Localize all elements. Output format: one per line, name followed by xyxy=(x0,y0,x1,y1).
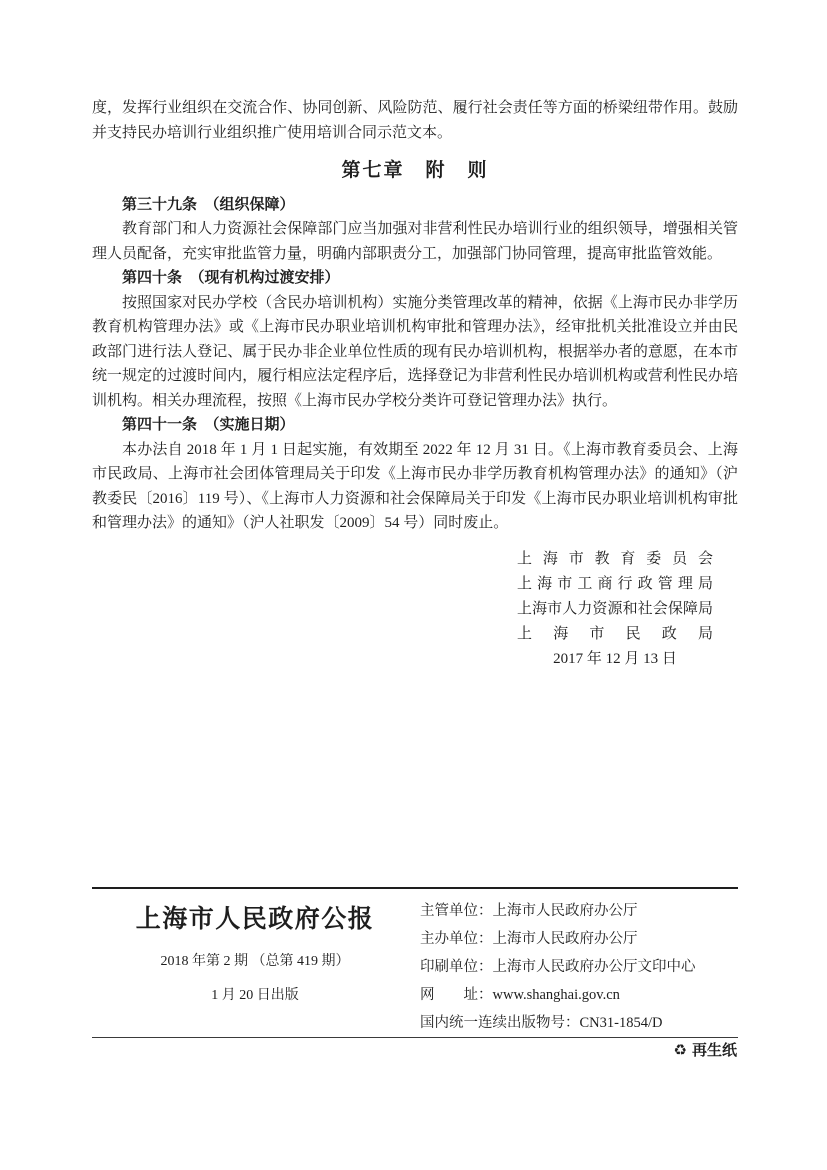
signature-line: 上海市教育委员会 xyxy=(517,550,713,567)
bottom-rule xyxy=(92,1037,738,1038)
info-label: 网 址： xyxy=(420,987,493,1003)
info-line-website xyxy=(420,981,696,1009)
footer-divider-rule xyxy=(92,887,738,889)
info-label: 主办单位： xyxy=(420,931,493,947)
footer-gazette-block xyxy=(100,904,410,1004)
info-label: 主管单位： xyxy=(420,903,493,919)
article-39-heading: 第三十九条 （组织保障） xyxy=(122,196,295,213)
signature-line: 上海市工商行政管理局 xyxy=(517,575,713,592)
info-label: 印刷单位： xyxy=(420,959,493,975)
signature-date: 2017 年 12 月 13 日 xyxy=(553,650,677,667)
article-39-paragraph: 教育部门和人力资源社会保障部门应当加强对非营利性民办培训行业的组织领导，增强相关管理人员配备，充实审批监管力量，明确内部职责分工，加强部门协同管理，提高审批监管效能。 xyxy=(92,221,738,262)
signature-block xyxy=(517,547,713,672)
recycle-icon: ♻ xyxy=(673,1043,687,1059)
info-value: 上海市人民政府办公厅 xyxy=(492,931,638,947)
info-line-issn xyxy=(420,1009,696,1037)
continuation-paragraph: 度，发挥行业组织在交流合作、协同创新、风险防范、履行社会责任等方面的桥梁纽带作用。鼓励并支持民办培训行业组织推广使用培训合同示范文本。 xyxy=(92,100,738,141)
article-41-heading: 第四十一条 （实施日期） xyxy=(122,417,295,433)
gazette-issue-line: 2018 年第 2 期 （总第 419 期） xyxy=(160,954,350,969)
gazette-title: 上海市人民政府公报 xyxy=(135,906,375,933)
recycled-paper-label: 再生纸 xyxy=(691,1043,737,1059)
gazette-publish-line: 1 月 20 日出版 xyxy=(211,988,299,1003)
footer-publication-info xyxy=(420,897,696,1037)
signature-line: 上海市人力资源和社会保障局 xyxy=(517,600,713,617)
info-line-supervisor xyxy=(420,897,696,925)
document-body xyxy=(92,96,738,672)
signature-line: 上海市民政局 xyxy=(517,625,713,642)
info-value: 上海市人民政府办公厅文印中心 xyxy=(492,959,696,975)
article-40-paragraph: 按照国家对民办学校（含民办培训机构）实施分类管理改革的精神，依据《上海市民办非学历教育机构管理办法》或《上海市民办职业培训机构审批和管理办法》，经审批机关批准设立并由民政部门进行法人登记、属于民办非企业单位性质的现有民办培训机构，根据举办者的意愿，在本市统一规定的过渡时间内，履行相应法定程序后，选择登记为非营利性民办培训机构或营利性民办培训机构。相关办理流程，按照《上海市民办学校分类许可登记管理办法》执行。 xyxy=(92,294,738,409)
website-url: www.shanghai.gov.cn xyxy=(492,987,620,1003)
info-value: 上海市人民政府办公厅 xyxy=(492,903,638,919)
article-41-paragraph: 本办法自 2018 年 1 月 1 日起实施，有效期至 2022 年 12 月 31 日。《上海市教育委员会、上海市民政局、上海市社会团体管理局关于印发《上海市民办非学历教育机构管理办法》的通知》（沪教委民〔2016〕119 号）、《上海市人力资源和社会保障局关于印发《上海市民办职业培训机构审批和管理办法》的通知》（沪人社职发〔2009〕54 号）同时废止。 xyxy=(92,441,738,531)
info-value: CN31-1854/D xyxy=(579,1015,663,1031)
info-line-organizer xyxy=(420,925,696,953)
recycled-paper-mark xyxy=(674,1041,737,1061)
chapter-heading: 第七章 附 则 xyxy=(341,160,489,181)
info-label: 国内统一连续出版物号： xyxy=(420,1015,580,1031)
info-line-printer xyxy=(420,953,696,981)
article-40-heading: 第四十条 （现有机构过渡安排） xyxy=(122,270,340,286)
